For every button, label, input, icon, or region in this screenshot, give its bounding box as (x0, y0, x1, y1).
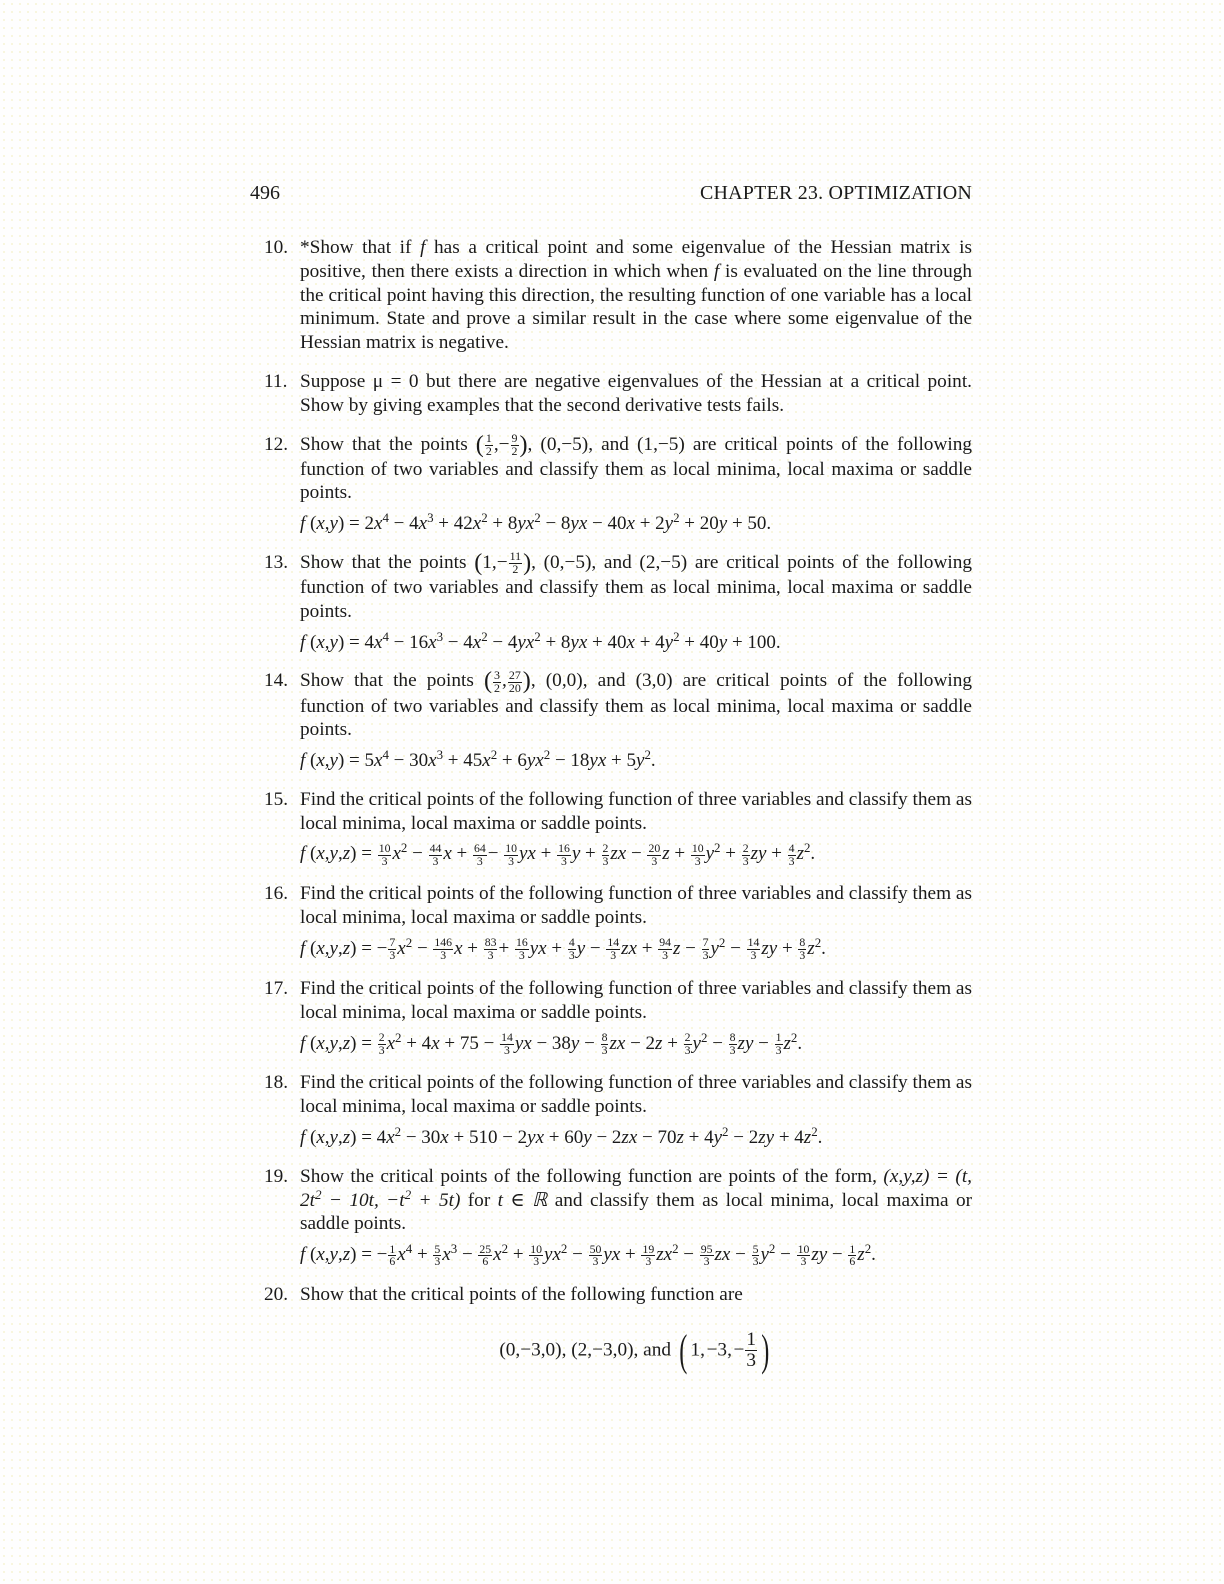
exercise-12 (250, 430, 973, 536)
exercise-number: 12. (264, 433, 289, 455)
exercise-number: 20. (264, 1284, 289, 1306)
exercise-number: 17. (264, 977, 289, 999)
exercise-number: 11. (264, 370, 288, 392)
exercise-text: Show the critical points of the following function are points of the form, (x,y,z) = (t, $2t^2 - 10t$, $-t^2 + 5t$) for t ∈ ℝ and classify them as local minima, local maxima or saddle points. (300, 1165, 973, 1235)
function-formula: f $(x,y) = 4x^4 - 16x^3 - 4x^2 - 4yx^2 + 8yx + 40x + 4y^2 + 40y + 100$. (300, 628, 781, 653)
running-header (250, 182, 972, 212)
exercise-14 (250, 669, 972, 772)
exercise-number: 19. (264, 1165, 289, 1187)
exercise-19 (250, 1165, 972, 1268)
exercise-number: 15. (264, 788, 289, 810)
function-formula: f $(x,y,z) = 4x^2 - 30x + 510 - 2yx + 60y - 2zx - 70z + 4y^2 - 2zy + 4z^2$. (300, 1123, 823, 1149)
exercise-text: Show that the points ( $\frac{3}{2}$ , $\frac{27}{20}$ ), (0,0), and (3,0) are critical points of the following function of two variables and classify them as local minima, local maxima or saddle points. (300, 667, 973, 741)
critical-points-display: (0,−3,0), (2,−3,0), and ( 1, −3, − $\frac{1}{3}$ ) (499, 1325, 770, 1375)
exercise-15 (250, 788, 972, 868)
exercise-18 (250, 1071, 972, 1149)
function-formula: f $(x,y) = 5x^4 - 30x^3 + 45x^2 + 6yx^2 - 18yx + 5y^2$. (300, 747, 656, 772)
exercise-13 (250, 551, 972, 654)
function-formula: f (x,y,z) = $\frac{10}{3}$ $x^2$ − $\frac{44}{3}$ x + $\frac{64}{3}$ − $\frac{10}{3}$ yx + $\frac{16}{3}$ y + $\frac{2}{3}$ zx − $\frac{20}{3}$ z + $\frac{10}{3}$ $y^2$ + $\frac{2}{3}$ zy + $\frac{4}{3}$ $z^2$. (300, 840, 816, 868)
function-formula: f (x,y,z) = − $\frac{1}{6}$ $x^4$ + $\frac{5}{3}$ $x^3$ − $\frac{25}{6}$ $x^2$ + $\frac{10}{3}$ $yx^2$ − $\frac{50}{3}$ yx + $\frac{19}{3}$ $zx^2$ − $\frac{95}{3}$ zx − $\frac{5}{3}$ $y^2$ − $\frac{10}{3}$ zy − $\frac{1}{6}$ $z^2$. (300, 1241, 876, 1269)
exercise-list (250, 236, 972, 1388)
function-formula: f (x,y,z) = $\frac{2}{3}$ $x^2 + 4x + 75$ − $\frac{14}{3}$ yx − 38y − $\frac{8}{3}$ zx − 2z + $\frac{2}{3}$ $y^2$ − $\frac{8}{3}$ zy − $\frac{1}{3}$ $z^2$. (300, 1029, 803, 1057)
function-formula: f $(x,y) = 2x^4 - 4x^3 + 42x^2 + 8yx^2 - 8yx - 40x + 2y^2 + 20y + 50$. (300, 510, 772, 535)
exercise-text: Show that the critical points of the following function are (300, 1284, 743, 1306)
exercise-17 (250, 977, 972, 1057)
exercise-text: Find the critical points of the following function of three variables and classify them as local minima, local maxima or saddle points. (300, 1072, 972, 1118)
exercise-text: Show that the points (1,− $\frac{11}{2}$ ), (0,−5), and (2,−5) are critical points of the following function of two variables and classify them as local minima, local maxima or saddle points. (300, 549, 973, 622)
exercise-number: 16. (264, 883, 289, 905)
exercise-number: 18. (264, 1072, 289, 1094)
exercise-text: Find the critical points of the following function of three variables and classify them as local minima, local maxima or saddle points. (300, 883, 972, 929)
exercise-text: Find the critical points of the following function of three variables and classify them as local minima, local maxima or saddle points. (300, 977, 972, 1023)
exercise-16 (250, 882, 972, 962)
exercise-text: Find the critical points of the following function of three variables and classify them as local minima, local maxima or saddle points. (300, 788, 972, 834)
exercise-text: *Show that if f has a critical point and some eigenvalue of the Hessian matrix is positive, then there exists a direction in which when f is evaluated on the line through the critical point having this direction, the resulting function of one variable has a local minimum. State and prove a similar result in the case where some eigenvalue of the Hessian matrix is negative. (300, 237, 972, 354)
page-number: 496 (250, 182, 280, 204)
exercise-number: 13. (264, 552, 289, 574)
exercise-number: 14. (264, 670, 289, 692)
function-formula: f (x,y,z) = − $\frac{7}{3}$ $x^2$ − $\frac{146}{3}$ x + $\frac{83}{3}$ + $\frac{16}{3}$ yx + $\frac{4}{3}$ y − $\frac{14}{3}$ zx + $\frac{94}{3}$ z − $\frac{7}{3}$ $y^2$ − $\frac{14}{3}$ zy + $\frac{8}{3}$ $z^2$. (300, 934, 826, 963)
exercise-text: Show that the points ( $\frac{1}{2}$ ,− $\frac{9}{2}$ ), (0,−5), and (1,−5) are critical points of the following function of two variables and classify them as local minima, local maxima or saddle points. (300, 430, 973, 504)
exercise-20 (250, 1283, 972, 1373)
exercise-11 (250, 370, 972, 418)
exercise-number: 10. (264, 237, 289, 258)
chapter-title: CHAPTER 23. OPTIMIZATION (699, 182, 972, 204)
exercise-text: Suppose μ = 0 but there are negative eigenvalues of the Hessian at a critical point. Show by giving examples that the second derivative tests fails. (300, 370, 972, 416)
exercise-10 (250, 236, 972, 355)
